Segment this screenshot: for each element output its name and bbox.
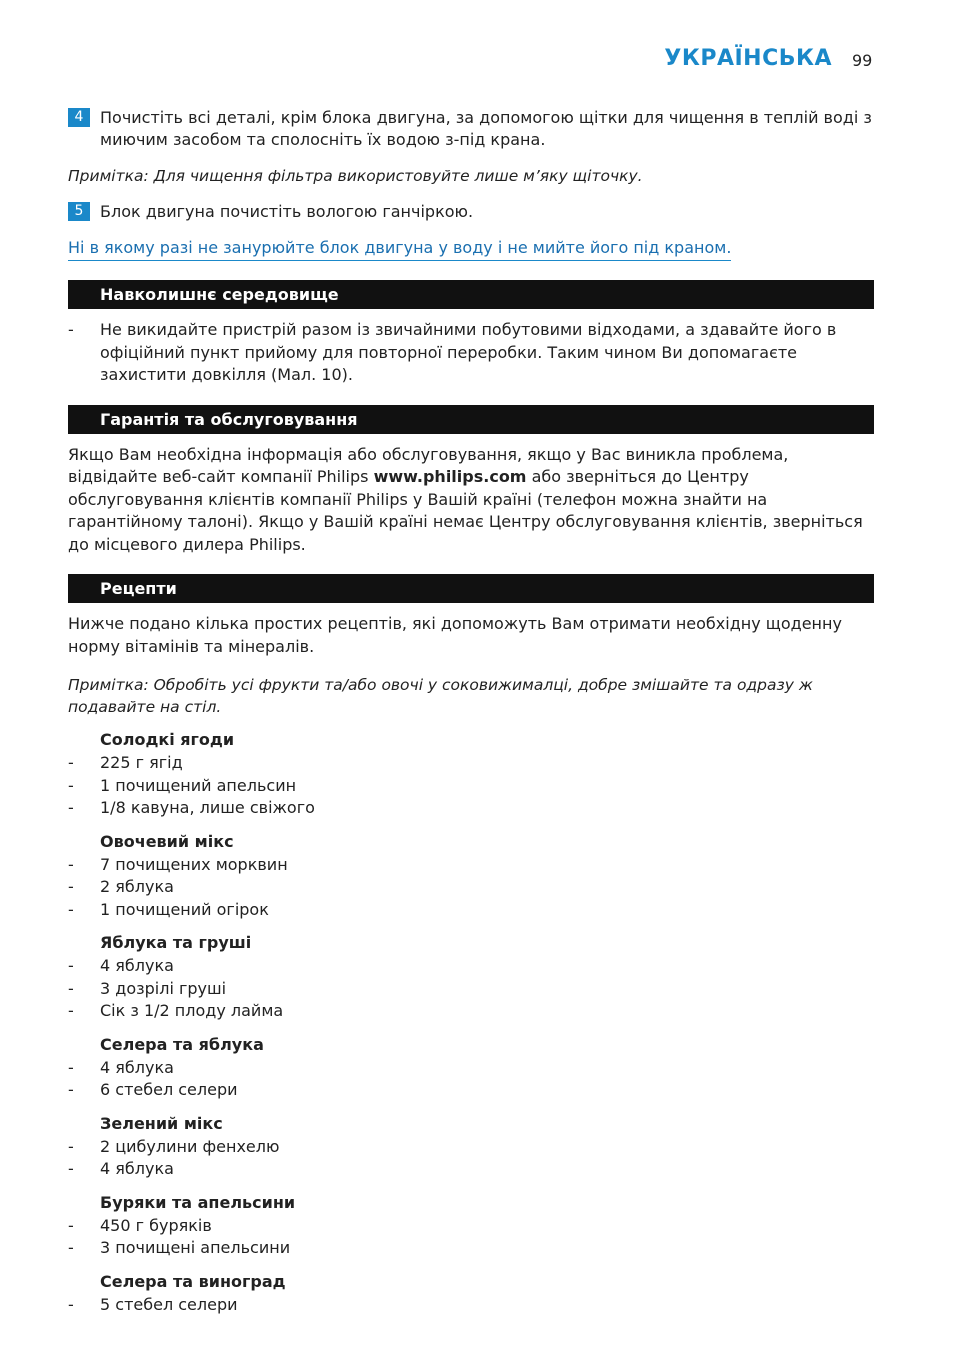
section-header-guarantee: Гарантія та обслуговування [68, 405, 874, 434]
ingredient: 1/8 кавуна, лише свіжого [100, 798, 315, 817]
ingredient: 225 г ягід [100, 753, 183, 772]
header-language: УКРАЇНСЬКА [664, 46, 832, 71]
list-item: - 6 стебел селери [68, 1079, 874, 1102]
ingredient: 1 почищений огірок [100, 899, 269, 919]
note-filter: Примітка: Для чищення фільтра використовуйте лише м’яку щіточку. [68, 167, 643, 185]
website-link[interactable]: www.philips.com [373, 467, 527, 486]
page-content [68, 107, 874, 1316]
ingredient: 1 почищений апельсин [100, 775, 297, 795]
list-item: - Не викидайте пристрій разом із звичайними побутовими відходами, а здавайте його в офіційний пункт прийому для повторної переробки. Таким чином Ви допомагаєте захистити довкілля (Мал. 10). [68, 319, 874, 387]
list-item: - 4 яблука [68, 1158, 874, 1181]
ingredient: 5 стебел селери [100, 1294, 238, 1314]
page-number: 99 [852, 51, 873, 70]
guarantee-text: Якщо Вам необхідна інформація або обслуговування, якщо у Вас виникла проблема, відвідайте веб-сайт компанії Philips www.philips.com або зверніться до Центру обслуговування клієнтів компанії Philips у Вашій країні (телефон можна знайти на гарантійному талоні). Якщо у Вашій країні немає Центру обслуговування клієнтів, зверніться до місцевого дилера Philips. [68, 444, 863, 554]
ingredient: 6 стебел селери [100, 1080, 238, 1099]
ingredient: 4 яблука [100, 956, 174, 975]
recipe-title: Буряки та апельсини [100, 1192, 296, 1212]
list-item: - 1 почищений огірок [68, 899, 874, 922]
recipe-title: Яблука та груші [100, 933, 252, 952]
list-item: - 1 почищений апельсин [68, 775, 874, 798]
list-item: - 450 г буряків [68, 1215, 874, 1238]
recipes-list [68, 729, 874, 1316]
list-item: - 4 яблука [68, 955, 874, 978]
list-item: - 7 почищених морквин [68, 854, 874, 877]
recipe-title: Зелений мікс [100, 1113, 223, 1133]
list-item: - Сік з 1/2 плоду лайма [68, 1000, 874, 1023]
ingredient: 4 яблука [100, 1057, 174, 1077]
list-item: - 3 дозрілі груші [68, 978, 874, 1001]
list-item: - 5 стебел селери [68, 1294, 874, 1317]
list-item: - 225 г ягід [68, 752, 874, 775]
recipe-title: Селера та яблука [100, 1034, 264, 1054]
ingredient: 3 почищені апельсини [100, 1238, 291, 1257]
recipe-title: Селера та виноград [100, 1271, 286, 1291]
recipes-intro: Нижче подано кілька простих рецептів, які допоможуть Вам отримати необхідну щоденну норму вітамінів та мінералів. [68, 614, 842, 656]
ingredient: 450 г буряків [100, 1215, 212, 1235]
list-item: - 2 цибулини фенхелю [68, 1136, 874, 1159]
step-number-badge: 5 [68, 202, 90, 221]
ingredient: 3 дозрілі груші [100, 978, 227, 998]
ingredient: 2 яблука [100, 877, 174, 896]
section-header-recipes: Рецепти [68, 574, 874, 603]
list-item: - 2 яблука [68, 876, 874, 899]
step-text: Блок двигуна почистіть вологою ганчіркою. [100, 202, 474, 221]
ingredient: Сік з 1/2 плоду лайма [100, 1001, 284, 1020]
recipe-title: Овочевий мікс [100, 831, 234, 851]
list-item: - 1/8 кавуна, лише свіжого [68, 797, 874, 820]
environment-text: Не викидайте пристрій разом із звичайними побутовими відходами, а здавайте його в офіційний пункт прийому для повторної переробки. Таким чином Ви допомагаєте захистити довкілля (Мал. 10). [100, 320, 837, 384]
ingredient: 2 цибулини фенхелю [100, 1136, 280, 1156]
ingredient: 4 яблука [100, 1159, 174, 1178]
step-4 [68, 107, 874, 151]
step-number-badge: 4 [68, 108, 90, 127]
list-item: - 4 яблука [68, 1057, 874, 1080]
recipes-note: Примітка: Обробіть усі фрукти та/або овочі у соковижималці, добре змішайте та одразу ж подавайте на стіл. [68, 676, 813, 716]
ingredient: 7 почищених морквин [100, 854, 288, 874]
list-item: - 3 почищені апельсини [68, 1237, 874, 1260]
step-text: Почистіть всі деталі, крім блока двигуна, за допомогою щітки для чищення в теплій воді з миючим засобом та сполосніть їх водою з-під крана. [100, 108, 872, 149]
warning-text: Ні в якому разі не занурюйте блок двигуна у воду і не мийте його під краном. [68, 237, 731, 261]
recipe-title: Солодкі ягоди [100, 730, 235, 749]
section-header-environment: Навколишнє середовище [68, 280, 874, 309]
step-5 [68, 201, 874, 223]
